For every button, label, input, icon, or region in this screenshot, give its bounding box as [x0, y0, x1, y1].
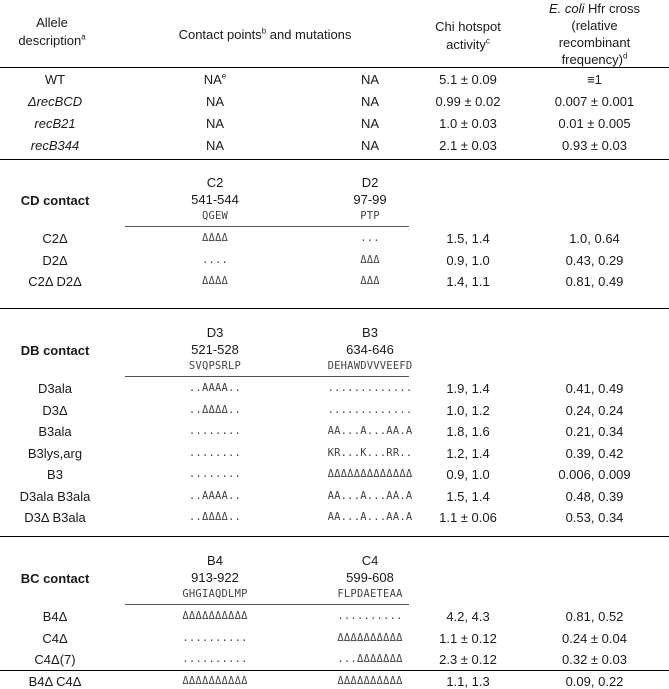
- header-allele: Allele description$^a$: [18, 15, 86, 48]
- mutation-pattern: ..........: [337, 610, 403, 622]
- contact-point-range: 599-608: [346, 570, 394, 585]
- mutation-pattern: ΔΔΔΔΔΔΔΔΔΔ: [182, 610, 248, 622]
- contact-point-name: B3: [362, 325, 378, 340]
- mutant-allele: D2Δ: [42, 252, 68, 268]
- control-chi: 0.99 ± 0.02: [435, 94, 501, 109]
- contact-point-name: D3: [206, 325, 224, 340]
- hfr-frequency: 0.32 ± 0.03: [562, 652, 627, 667]
- mutant-allele: D3Δ B3ala: [24, 510, 86, 525]
- hfr-frequency: 0.81, 0.52: [565, 609, 624, 624]
- chi-activity: 2.3 ± 0.12: [439, 652, 497, 667]
- control-hfr: 0.01 ± 0.005: [558, 116, 631, 131]
- contact-point-sequence: PTP: [360, 210, 380, 222]
- contact-point-sequence: SVQPSRLP: [188, 360, 242, 372]
- mutation-pattern: ..........: [182, 653, 248, 665]
- sequence-underline: [125, 604, 409, 605]
- chi-activity: 1.5, 1.4: [446, 488, 490, 504]
- control-contact2: NA: [360, 116, 380, 131]
- mutation-pattern: ........: [188, 425, 242, 437]
- control-contact1: NA: [205, 116, 225, 131]
- hfr-frequency: 0.41, 0.49: [565, 381, 624, 396]
- control-allele: recB344: [30, 138, 80, 153]
- contact-point-sequence: DEHAWDVVVEEFD: [327, 360, 413, 372]
- control-chi: 1.0 ± 0.03: [439, 116, 497, 131]
- mutant-allele: B3lys,arg: [27, 445, 83, 461]
- mutant-allele: C4Δ: [42, 630, 68, 646]
- mutation-pattern: ΔΔΔ: [360, 253, 380, 266]
- control-allele: recB21: [34, 116, 76, 131]
- mutant-allele: D3ala B3ala: [19, 488, 91, 504]
- mutant-allele: C2Δ D2Δ: [28, 274, 82, 289]
- chi-activity: 0.9, 1.0: [446, 252, 490, 268]
- mutant-allele: D3Δ: [42, 402, 68, 418]
- mutation-pattern: ΔΔΔΔΔΔΔΔΔΔ: [337, 631, 403, 644]
- header-chi: Chi hotspot activity$^c$: [435, 19, 501, 52]
- mutation-pattern: ΔΔΔΔΔΔΔΔΔΔΔΔΔ: [327, 468, 413, 480]
- header-ecoli: E. coli Hfr cross (relative recombinant frequency)$^d$: [548, 1, 641, 67]
- contact-point-name: B4: [207, 553, 223, 568]
- contact-point-name: C4: [361, 553, 379, 568]
- hfr-frequency: 0.21, 0.34: [565, 424, 624, 439]
- sequence-underline: [125, 226, 409, 227]
- hfr-frequency: 0.81, 0.49: [565, 274, 624, 289]
- mutant-allele: B3: [47, 467, 63, 482]
- control-contact2: NA: [360, 94, 380, 109]
- hfr-frequency: 0.43, 0.29: [565, 252, 624, 268]
- contact-point-sequence: FLPDAETEAA: [337, 588, 403, 600]
- hfr-frequency: 0.24 ± 0.04: [562, 630, 627, 646]
- control-chi: 2.1 ± 0.03: [439, 138, 497, 153]
- control-contact1: $NA^e$: [203, 71, 227, 87]
- control-contact1: NA: [205, 138, 225, 153]
- section-rule: [0, 308, 669, 309]
- mutation-pattern: .............: [327, 403, 413, 416]
- mutant-allele: D3ala: [38, 381, 72, 396]
- chi-activity: 1.5, 1.4: [446, 231, 490, 246]
- section-rule: [0, 670, 669, 671]
- section-rule: [0, 536, 669, 537]
- mutant-allele: C4Δ(7): [34, 652, 76, 667]
- chi-activity: 0.9, 1.0: [446, 467, 490, 482]
- mutation-pattern: ...ΔΔΔΔΔΔΔ: [337, 653, 403, 665]
- chi-activity: 1.4, 1.1: [446, 274, 490, 289]
- contact-point-name: C2: [206, 175, 224, 190]
- contact-point-sequence: GHGIAQDLMP: [182, 588, 248, 600]
- mutation-pattern: ...: [360, 232, 380, 244]
- contact-point-range: 541-544: [191, 192, 239, 207]
- mutation-pattern: .............: [327, 382, 413, 394]
- mutation-pattern: ....: [201, 253, 229, 266]
- mutation-pattern: ΔΔΔΔ: [201, 275, 229, 287]
- mutation-pattern: ΔΔΔ: [360, 275, 380, 287]
- chi-activity: 1.1 ± 0.06: [439, 510, 497, 525]
- mutation-pattern: ........: [188, 468, 242, 480]
- mutation-pattern: ΔΔΔΔΔΔΔΔΔΔ: [337, 674, 403, 687]
- mutation-pattern: ..ΔΔΔΔ..: [188, 403, 242, 416]
- header-contact: Contact points$^b$ and mutations: [178, 26, 352, 42]
- mutant-allele: C2Δ: [42, 231, 68, 246]
- control-hfr: 0.007 ± 0.001: [554, 94, 635, 109]
- controls-rule: [0, 159, 669, 160]
- header-rule: [0, 67, 669, 68]
- control-contact1: NA: [205, 94, 225, 109]
- hfr-frequency: 0.39, 0.42: [565, 445, 624, 461]
- hfr-frequency: 0.53, 0.34: [565, 510, 624, 525]
- hfr-frequency: 0.09, 0.22: [565, 673, 624, 689]
- chi-activity: 1.8, 1.6: [446, 424, 490, 439]
- section-title: DB contact: [20, 343, 90, 358]
- mutation-pattern: ΔΔΔΔ: [201, 232, 229, 244]
- contact-point-range: 913-922: [191, 570, 239, 585]
- contact-point-range: 97-99: [353, 192, 387, 207]
- control-hfr: 0.93 ± 0.03: [562, 138, 627, 153]
- mutant-allele: B4Δ C4Δ: [28, 673, 82, 689]
- hfr-frequency: 0.48, 0.39: [565, 488, 624, 504]
- mutation-pattern: ..AAAA..: [188, 489, 242, 502]
- control-contact2: NA: [360, 138, 380, 153]
- control-allele: ΔrecBCD: [27, 94, 83, 109]
- mutation-pattern: KR...K...RR..: [327, 446, 413, 459]
- control-contact2: NA: [360, 72, 380, 87]
- mutation-pattern: ..ΔΔΔΔ..: [188, 511, 242, 523]
- sequence-underline: [125, 376, 409, 377]
- hfr-frequency: 0.24, 0.24: [565, 402, 624, 418]
- chi-activity: 1.2, 1.4: [446, 445, 490, 461]
- mutation-pattern: AA...A...AA.A: [327, 511, 413, 523]
- mutation-pattern: AA...A...AA.A: [327, 489, 413, 502]
- mutation-pattern: AA...A...AA.A: [327, 425, 413, 437]
- hfr-frequency: 0.006, 0.009: [558, 467, 631, 482]
- contact-point-sequence: QGEW: [201, 210, 229, 222]
- chi-activity: 1.9, 1.4: [446, 381, 490, 396]
- mutation-pattern: ..........: [182, 631, 248, 644]
- chi-activity: 4.2, 4.3: [446, 609, 490, 624]
- contact-point-range: 521-528: [191, 342, 239, 357]
- section-title: BC contact: [20, 571, 90, 586]
- mutant-allele: B4Δ: [42, 609, 68, 624]
- chi-activity: 1.0, 1.2: [446, 402, 490, 418]
- chi-activity: 1.1 ± 0.12: [439, 630, 497, 646]
- mutation-pattern: ..AAAA..: [188, 382, 242, 394]
- contact-point-name: D2: [361, 175, 379, 190]
- control-allele: WT: [44, 72, 66, 87]
- control-chi: 5.1 ± 0.09: [439, 72, 497, 87]
- chi-activity: 1.1, 1.3: [446, 673, 490, 689]
- mutant-allele: B3ala: [38, 424, 72, 439]
- hfr-frequency: 1.0, 0.64: [569, 231, 620, 246]
- mutation-pattern: ........: [188, 446, 242, 459]
- contact-point-range: 634-646: [346, 342, 394, 357]
- mutation-pattern: ΔΔΔΔΔΔΔΔΔΔ: [182, 674, 248, 687]
- section-title: CD contact: [20, 193, 90, 208]
- control-hfr: ≡1: [587, 72, 602, 87]
